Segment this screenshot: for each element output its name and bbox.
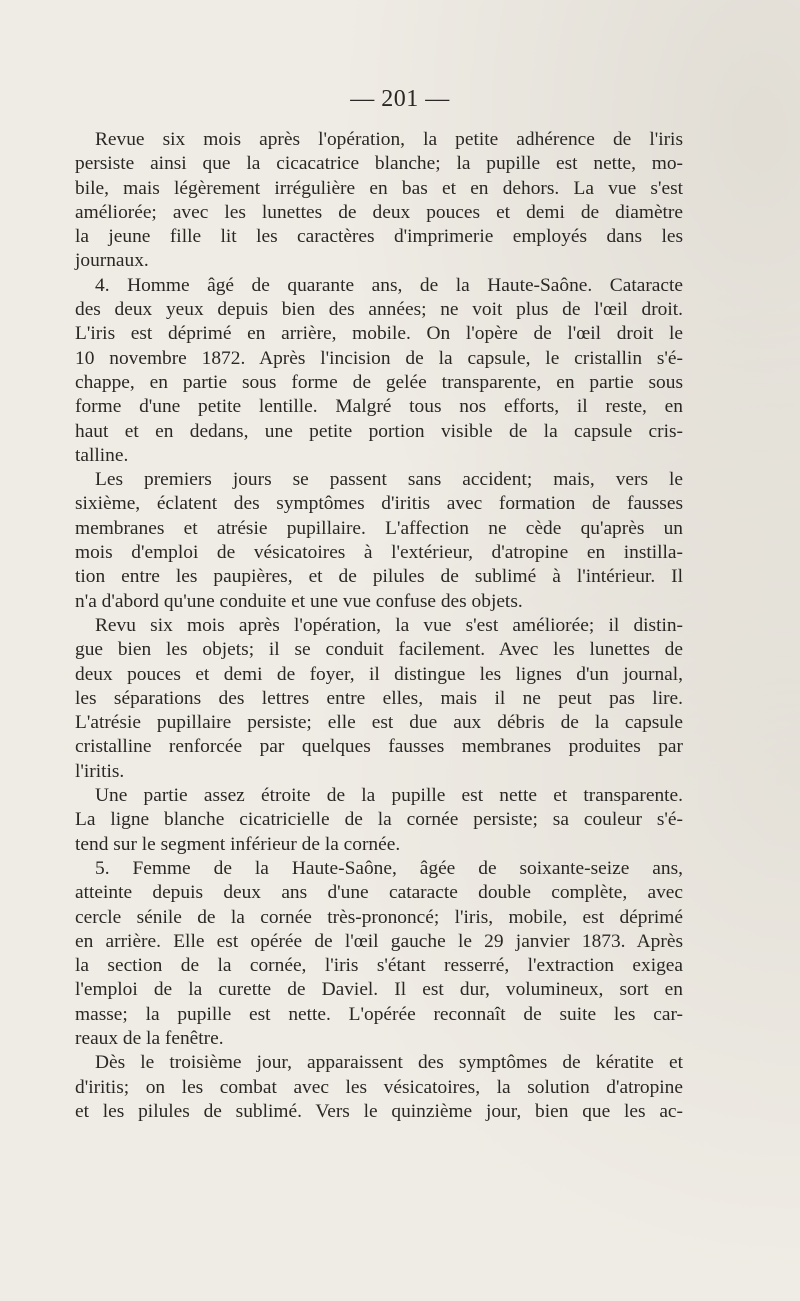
text-line: chappe, en partie sous forme de gelée transparente, en partie sous [75, 371, 683, 393]
text-line: la jeune fille lit les caractères d'imprimerie employés dans les [75, 226, 683, 248]
text-line: gue bien les objets; il se conduit facilement. Avec les lunettes de [75, 639, 683, 661]
text-line: Revue six mois après l'opération, la petite adhérence de l'iris [95, 129, 683, 150]
text-line: l'emploi de la curette de Daviel. Il est dur, volumineux, sort en [75, 979, 683, 1001]
text-line: reaux de la fenêtre. [75, 1027, 224, 1049]
text-line: Revu six mois après l'opération, la vue s'est améliorée; il distin- [95, 614, 683, 636]
text-line: en arrière. Elle est opérée de l'œil gauche le 29 janvier 1873. Après [75, 930, 683, 952]
text-line: cristalline renforcée par quelques fausses membranes produites par [75, 736, 683, 758]
text-line: L'iris est déprimé en arrière, mobile. On l'opère de l'œil droit le [75, 323, 683, 345]
text-line: mois d'emploi de vésicatoires à l'extérieur, d'atropine en instilla- [75, 542, 683, 564]
text-line: d'iritis; on les combat avec les vésicatoires, la solution d'atropine [75, 1076, 683, 1098]
text-line: membranes et atrésie pupillaire. L'affection ne cède qu'après un [75, 517, 683, 539]
text-line: L'atrésie pupillaire persiste; elle est due aux débris de la capsule [75, 712, 683, 734]
text-line: et les pilules de sublimé. Vers le quinzième jour, bien que les ac- [75, 1100, 683, 1122]
text-line: n'a d'abord qu'une conduite et une vue confuse des objets. [75, 590, 523, 612]
text-line: bile, mais légèrement irrégulière en bas et en dehors. La vue s'est [75, 177, 683, 199]
text-line: La ligne blanche cicatricielle de la cornée persiste; sa couleur s'é- [75, 809, 683, 831]
text-line: tion entre les paupières, et de pilules de sublimé à l'intérieur. Il [75, 566, 683, 588]
text-line: masse; la pupille est nette. L'opérée reconnaît de suite les car- [75, 1003, 683, 1025]
text-line: deux pouces et demi de foyer, il distingue les lignes d'un journal, [75, 663, 683, 685]
text-line: cercle sénile de la cornée très-prononcé; l'iris, mobile, est déprimé [75, 906, 683, 928]
text-line: 5. Femme de la Haute-Saône, âgée de soixante-seize ans, [95, 857, 683, 879]
text-line: atteinte depuis deux ans d'une cataracte double complète, avec [75, 882, 683, 904]
text-line: la section de la cornée, l'iris s'étant resserré, l'extraction exigea [75, 955, 683, 977]
text-line: journaux. [75, 250, 149, 272]
text-line: talline. [75, 444, 129, 466]
text-line: haut et en dedans, une petite portion visible de la capsule cris- [75, 420, 683, 442]
text-line: améliorée; avec les lunettes de deux pouces et demi de diamètre [75, 201, 683, 223]
body-text [75, 128, 683, 1124]
text-line: tend sur le segment inférieur de la cornée. [75, 833, 401, 855]
page-number: — 201 — [350, 86, 450, 112]
text-line: des deux yeux depuis bien des années; ne voit plus de l'œil droit. [75, 299, 683, 321]
text-line: forme d'une petite lentille. Malgré tous nos efforts, il reste, en [75, 396, 683, 418]
text-line: l'iritis. [75, 760, 125, 782]
text-line: les séparations des lettres entre elles, mais il ne peut pas lire. [75, 687, 683, 709]
text-line: Les premiers jours se passent sans accident; mais, vers le [95, 469, 683, 491]
text-line: 10 novembre 1872. Après l'incision de la capsule, le cristallin s'é- [75, 347, 683, 369]
text-line: Dès le troisième jour, apparaissent des symptômes de kératite et [95, 1052, 683, 1074]
text-line: 4. Homme âgé de quarante ans, de la Haute-Saône. Cataracte [95, 274, 683, 296]
text-line: sixième, éclatent des symptômes d'iritis avec formation de fausses [75, 493, 683, 515]
text-line: Une partie assez étroite de la pupille est nette et transparente. [95, 785, 683, 807]
text-line: persiste ainsi que la cicacatrice blanche; la pupille est nette, mo- [75, 153, 683, 175]
